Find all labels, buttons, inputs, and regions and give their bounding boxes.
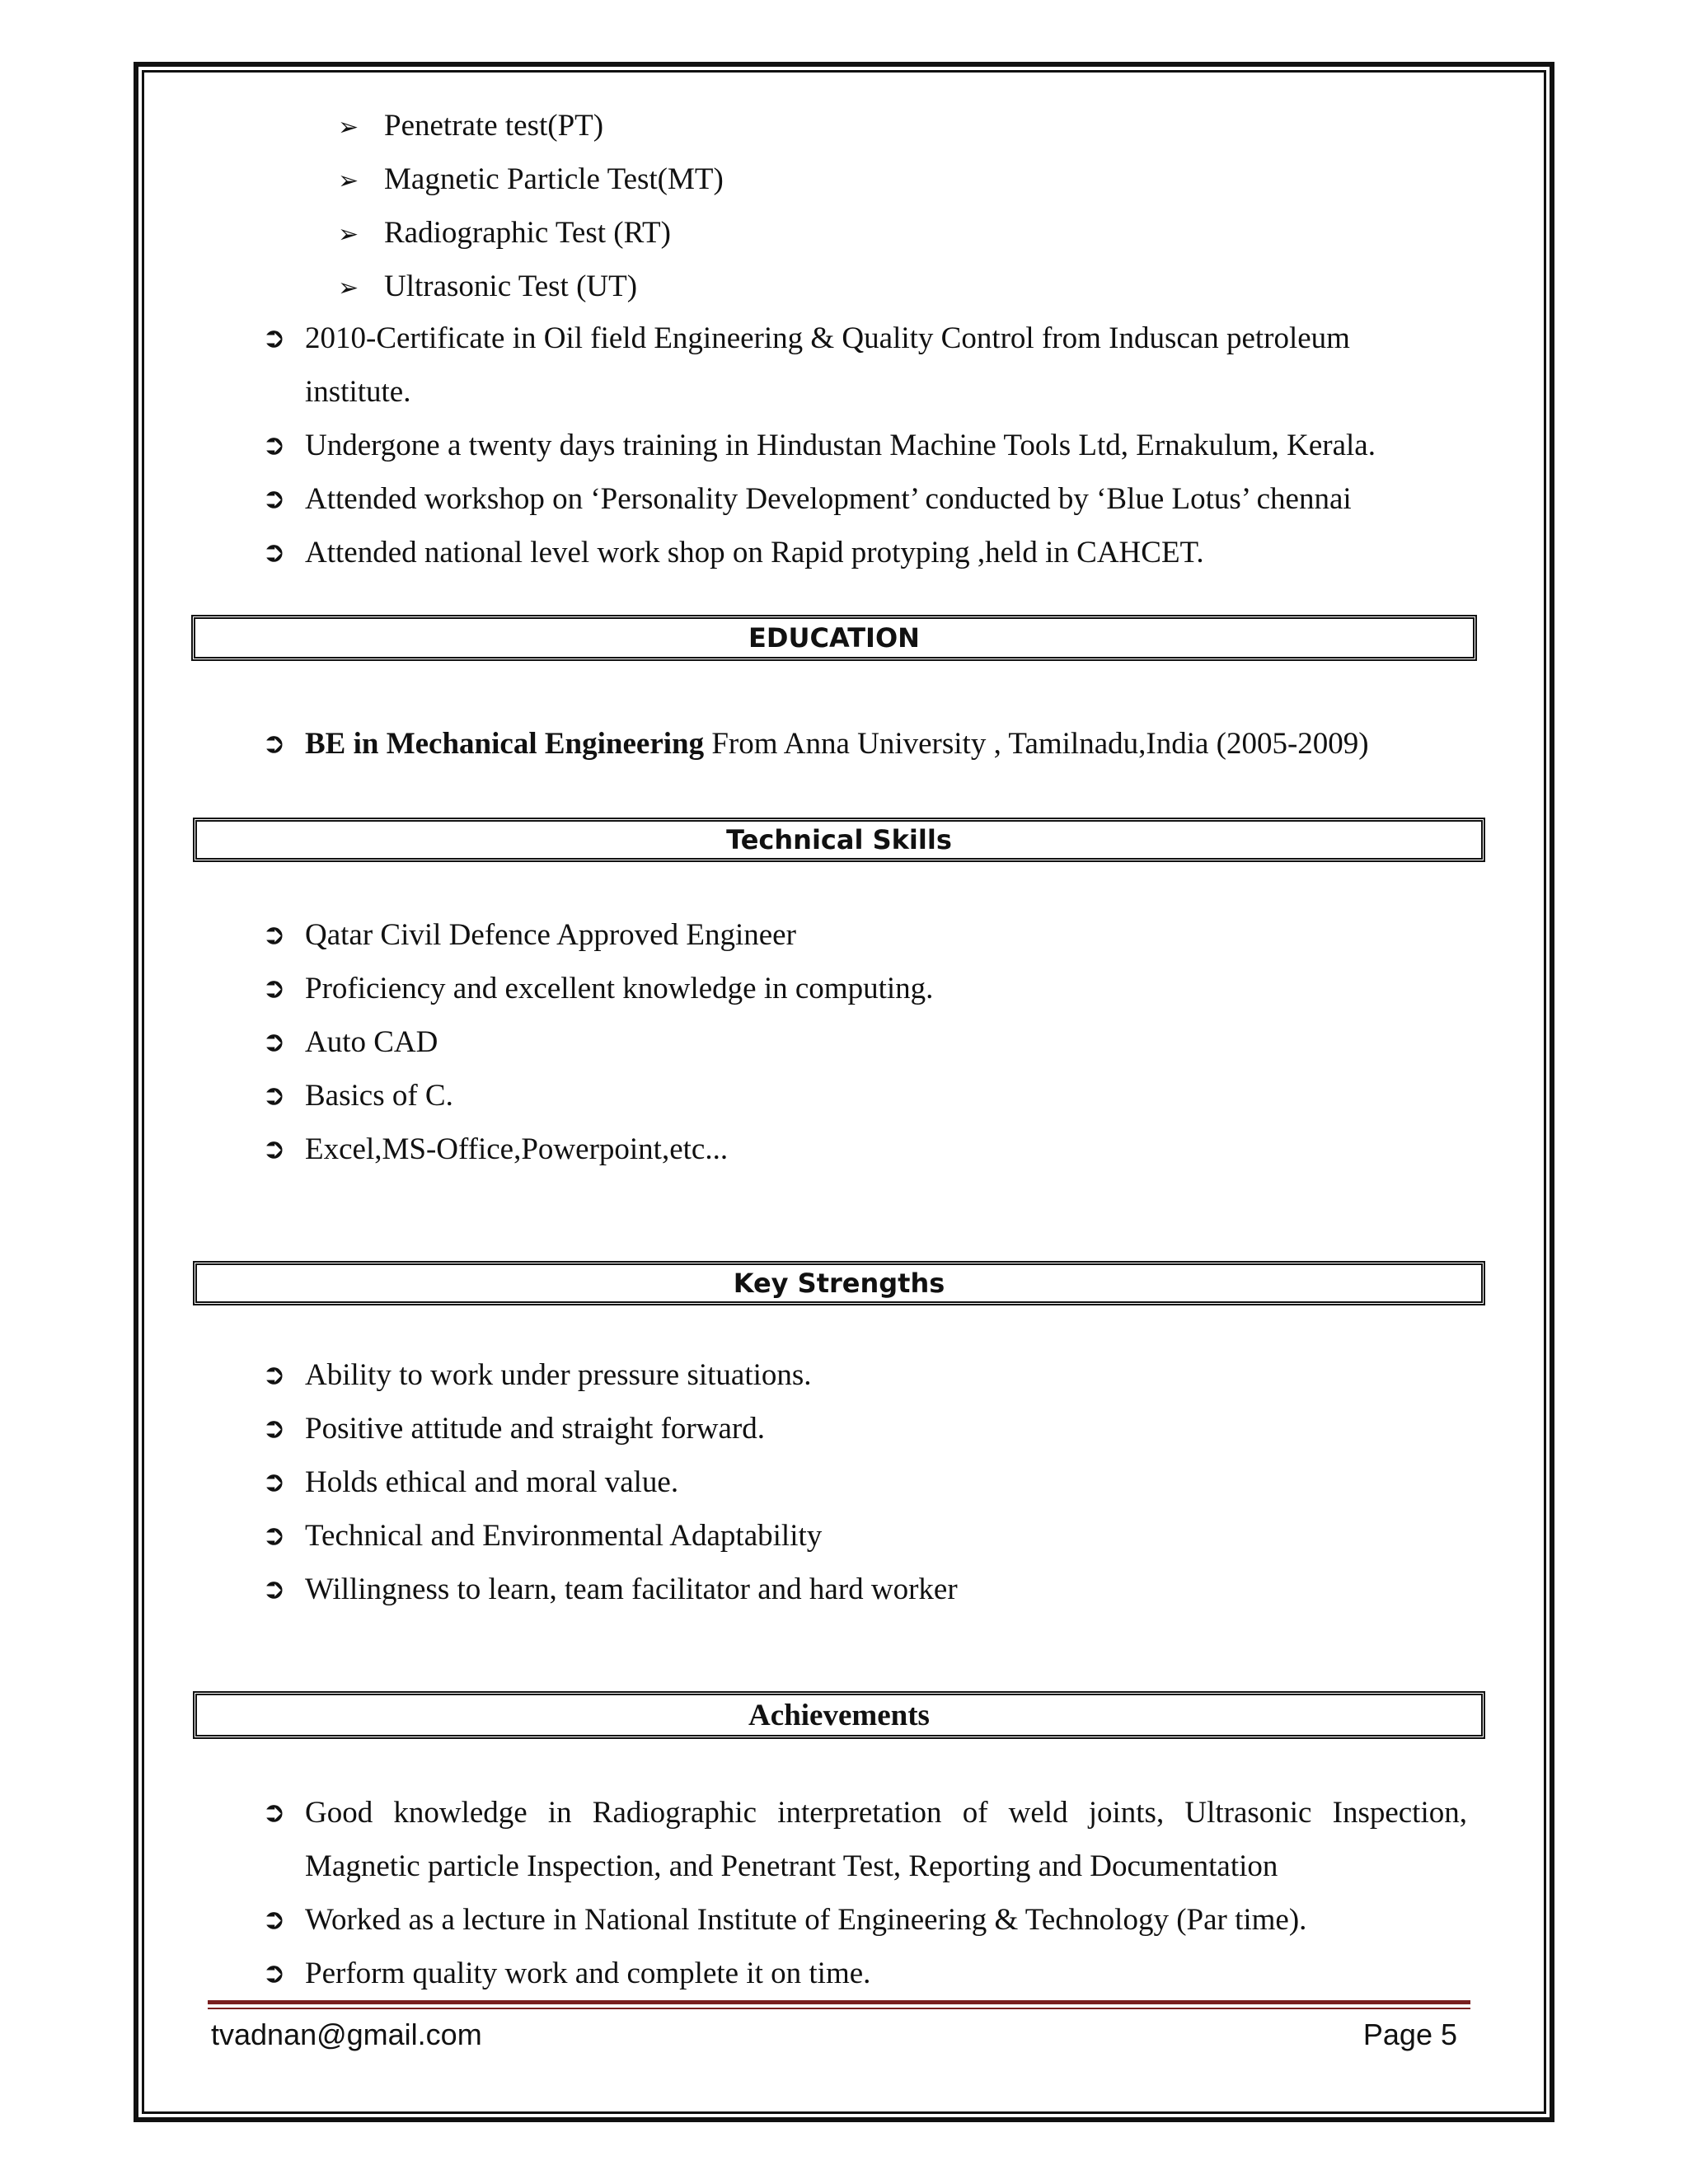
list-item: ➢ Ultrasonic Test (UT) bbox=[338, 260, 724, 313]
list-item: ➲ Qatar Civil Defence Approved Engineer bbox=[262, 908, 1467, 962]
list-item: ➲ Positive attitude and straight forward. bbox=[262, 1402, 1467, 1455]
arrow-bullet-icon: ➲ bbox=[262, 1519, 286, 1552]
list-item: ➲ Undergone a twenty days training in Hindustan Machine Tools Ltd, Ernakulum, Kerala. bbox=[262, 419, 1441, 472]
arrow-bullet-icon: ➲ bbox=[262, 1796, 286, 1829]
arrow-bullet-icon: ➲ bbox=[262, 1903, 286, 1936]
list-item: ➢ Magnetic Particle Test(MT) bbox=[338, 152, 724, 206]
list-item: ➲ Excel,MS-Office,Powerpoint,etc... bbox=[262, 1122, 1467, 1176]
list-item: ➲ Attended workshop on ‘Personality Development’ conducted by ‘Blue Lotus’ chennai bbox=[262, 472, 1441, 526]
list-item bbox=[262, 717, 1467, 771]
list-item: ➲ Willingness to learn, team facilitator and hard worker bbox=[262, 1563, 1467, 1616]
arrow-bullet-icon: ➲ bbox=[262, 321, 286, 354]
list-item: ➲ Basics of C. bbox=[262, 1069, 1467, 1122]
arrow-bullet-icon: ➲ bbox=[262, 1957, 286, 1990]
arrow-bullet-icon: ➲ bbox=[262, 1412, 286, 1445]
arrow-bullet-icon: ➲ bbox=[262, 1572, 286, 1605]
technical-skills-heading: Technical Skills bbox=[193, 818, 1485, 862]
list-item: ➲ Attended national level work shop on Rapid protyping ,held in CAHCET. bbox=[262, 526, 1441, 579]
list-item: ➲ Perform quality work and complete it on time. bbox=[262, 1947, 1467, 2000]
key-strengths-list bbox=[262, 1348, 1467, 1616]
ndt-sublist bbox=[338, 99, 724, 313]
list-item: ➢ Penetrate test(PT) bbox=[338, 99, 724, 152]
key-strengths-heading: Key Strengths bbox=[193, 1261, 1485, 1305]
arrow-bullet-icon: ➲ bbox=[262, 1079, 286, 1112]
degree-title: BE in Mechanical Engineering bbox=[305, 727, 705, 761]
list-item: ➲ Ability to work under pressure situations. bbox=[262, 1348, 1467, 1402]
footer-divider-thin bbox=[208, 2008, 1470, 2009]
list-item: ➲ Worked as a lecture in National Institute of Engineering & Technology (Par time). bbox=[262, 1893, 1467, 1947]
achievements-list bbox=[262, 1786, 1467, 2000]
arrowhead-bullet-icon: ➢ bbox=[338, 166, 359, 195]
achievements-heading: Achievements bbox=[193, 1691, 1485, 1739]
degree-detail: From Anna University , Tamilnadu,India (2005-2009) bbox=[704, 727, 1369, 761]
list-item: ➲ Holds ethical and moral value. bbox=[262, 1455, 1467, 1509]
list-item: ➲ Good knowledge in Radiographic interpretation of weld joints, Ultrasonic Inspection, Magnetic particle Inspection, and Penetrant Test, Reporting and Documentation bbox=[262, 1786, 1467, 1893]
list-item: ➲ Auto CAD bbox=[262, 1015, 1467, 1069]
page-number: Page 5 bbox=[1362, 2018, 1457, 2051]
technical-skills-list bbox=[262, 908, 1467, 1176]
arrow-bullet-icon: ➲ bbox=[262, 1358, 286, 1391]
list-item: ➲ Technical and Environmental Adaptability bbox=[262, 1509, 1467, 1563]
arrowhead-bullet-icon: ➢ bbox=[338, 274, 359, 302]
arrow-bullet-icon: ➲ bbox=[262, 1465, 286, 1498]
arrowhead-bullet-icon: ➢ bbox=[338, 113, 359, 142]
arrow-bullet-icon: ➲ bbox=[262, 727, 286, 760]
education-heading: EDUCATION bbox=[191, 615, 1477, 661]
arrow-bullet-icon: ➲ bbox=[262, 1132, 286, 1165]
arrow-bullet-icon: ➲ bbox=[262, 918, 286, 951]
arrow-bullet-icon: ➲ bbox=[262, 482, 286, 515]
training-list bbox=[262, 312, 1441, 579]
list-item: ➲ 2010-Certificate in Oil field Engineering & Quality Control from Induscan petroleum institute. bbox=[262, 312, 1441, 419]
list-item: ➢ Radiographic Test (RT) bbox=[338, 206, 724, 260]
arrow-bullet-icon: ➲ bbox=[262, 972, 286, 1005]
arrow-bullet-icon: ➲ bbox=[262, 429, 286, 462]
list-item: ➲ Proficiency and excellent knowledge in computing. bbox=[262, 962, 1467, 1015]
arrow-bullet-icon: ➲ bbox=[262, 536, 286, 569]
education-list bbox=[262, 717, 1467, 771]
footer-email[interactable]: tvadnan@gmail.com bbox=[211, 2018, 482, 2051]
footer-divider bbox=[208, 2000, 1470, 2004]
arrow-bullet-icon: ➲ bbox=[262, 1025, 286, 1058]
arrowhead-bullet-icon: ➢ bbox=[338, 220, 359, 249]
